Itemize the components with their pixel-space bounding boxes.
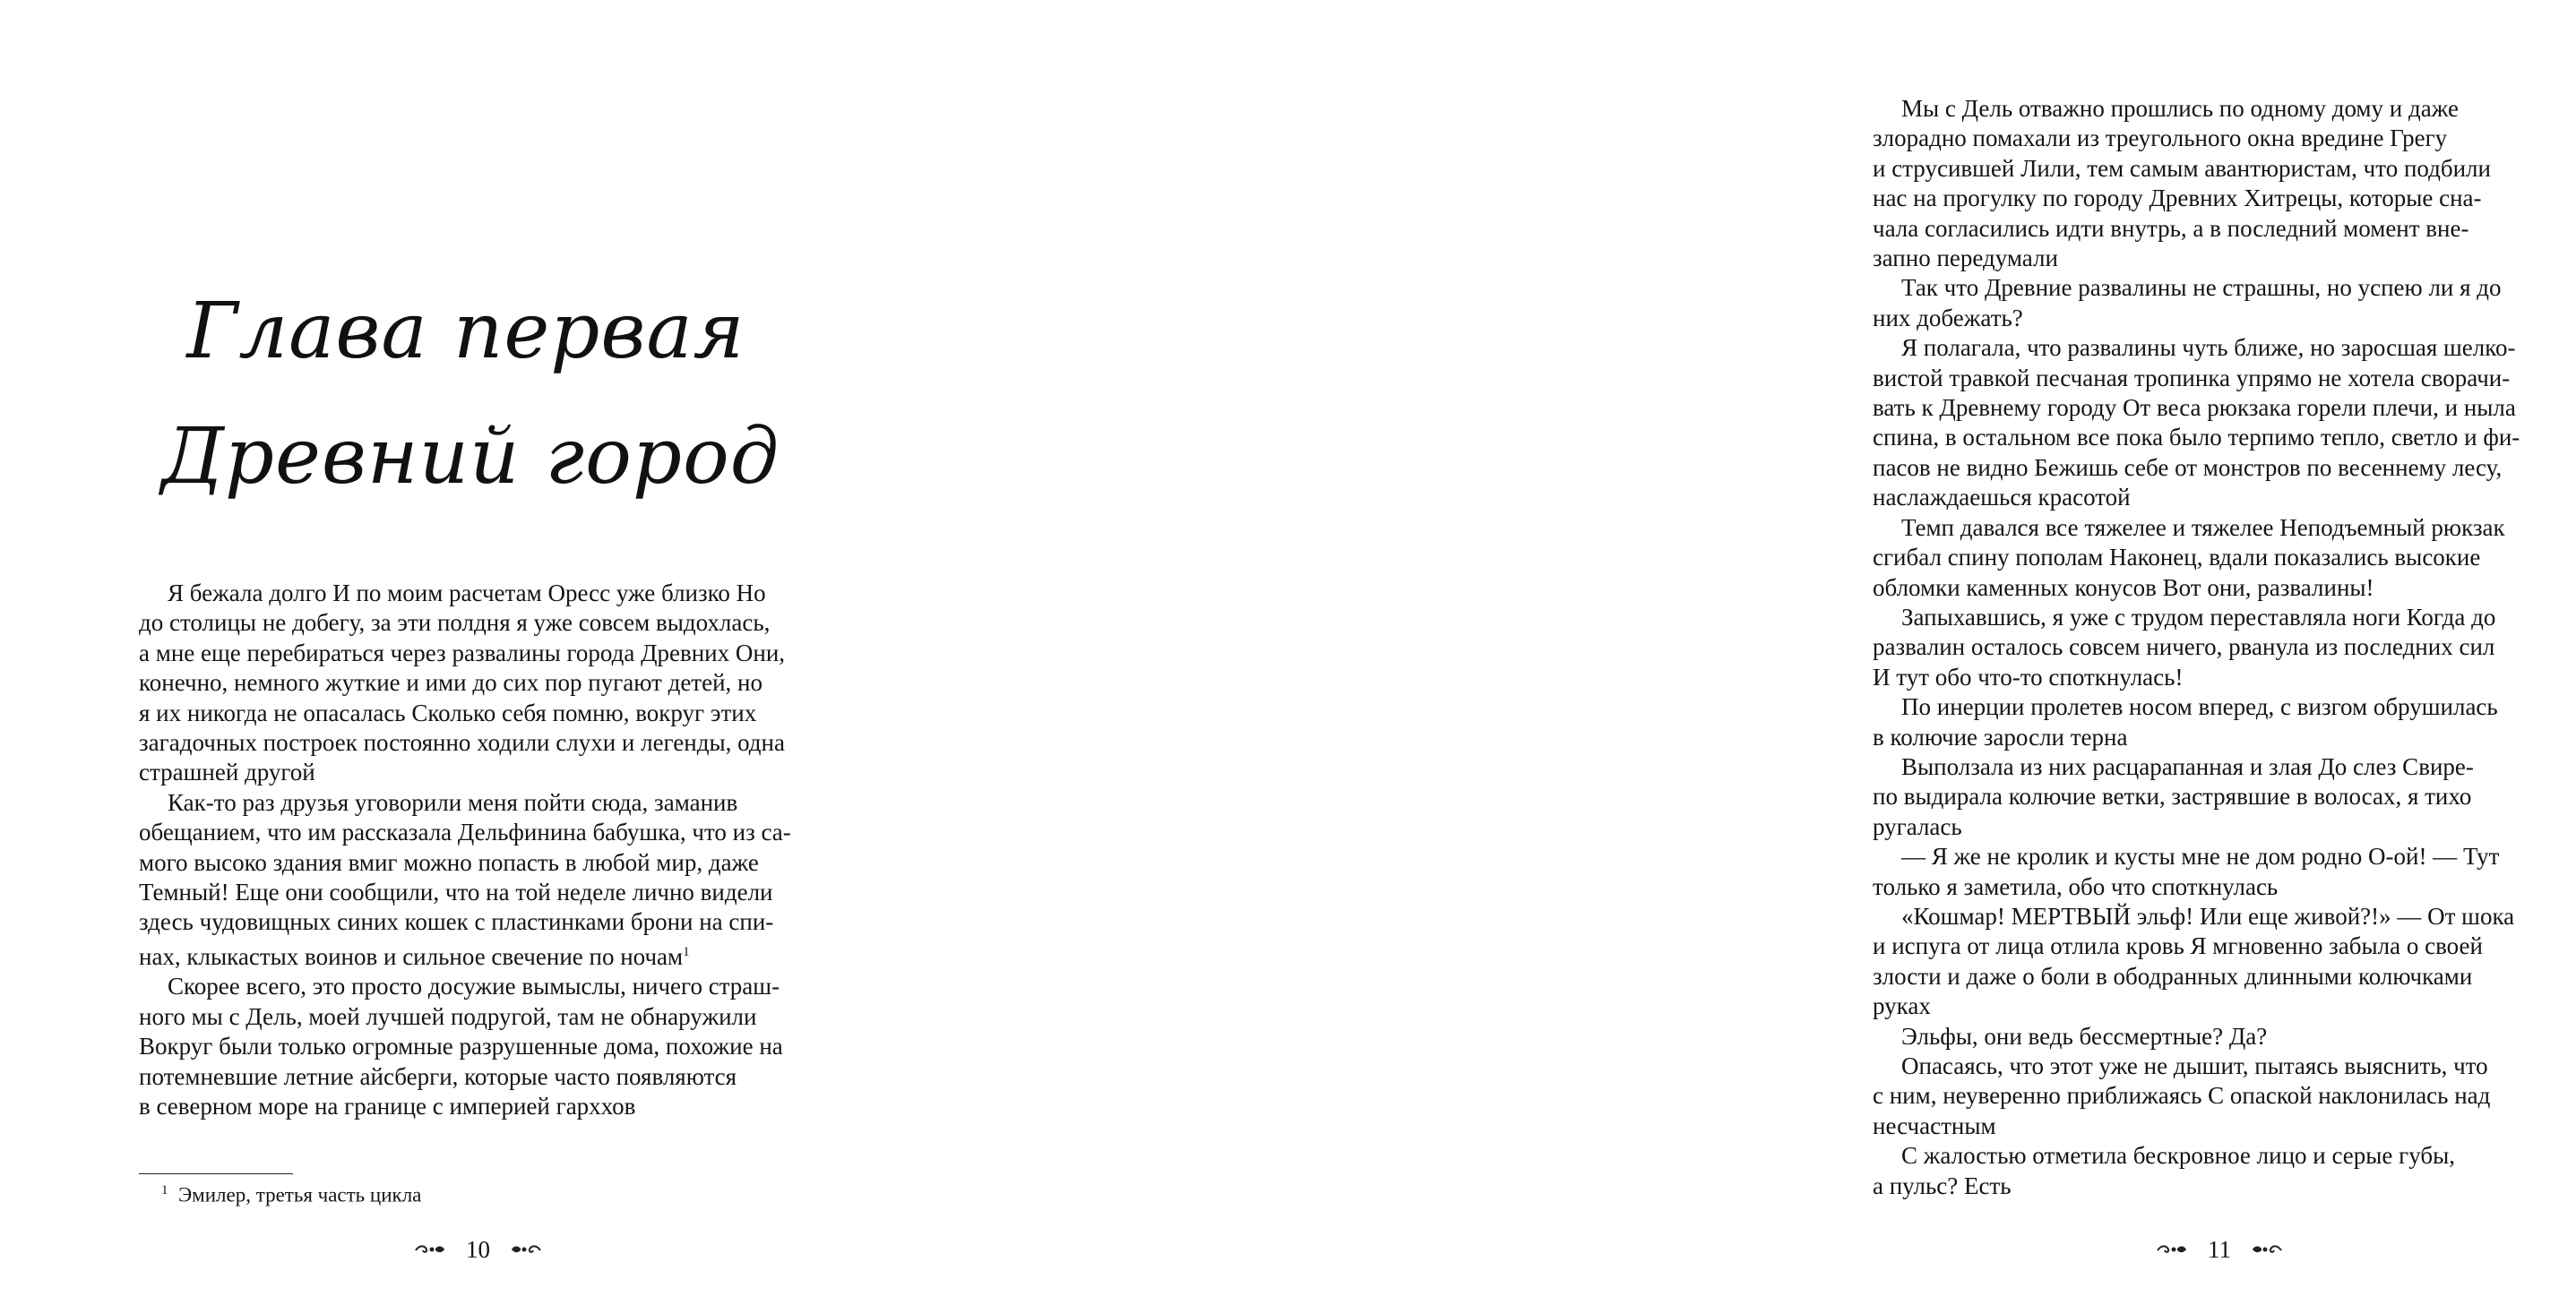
paragraph [1873,1052,2576,1141]
text-line: Опасаясь, что этот уже не дышит, пытаясь выяснить, что [1901,1052,2488,1079]
text-line: мого высоко здания вмиг можно попасть в любой мир, даже [139,848,759,876]
text-line: Скорее всего, это просто досужие вымыслы, ничего страш- [168,973,780,1000]
left-page-body [139,579,838,1121]
text-line: и испуга от лица отлила кровь Я мгновенно забыла о своей [1873,932,2483,960]
text-line: нас на прогулку по городу Древних Хитрецы, которые сна- [1873,185,2482,212]
text-line: «Кошмар! МЕРТВЫЙ эльф! Или еще живой?!» — От шока [1901,902,2515,930]
text-line: И тут обо что-то споткнулась! [1873,663,2184,691]
text-line: и струсившей Лили, тем самым авантюристам, что подбили [1873,154,2491,182]
text-line: злорадно помахали из треугольного окна вредине Грегу [1873,124,2448,152]
text-line: чала согласились идти внутрь, а в последний момент вне- [1873,214,2469,242]
text-line: я их никогда не опасалась Сколько себя помню, вокруг этих [139,699,757,726]
text-line: Я полагала, что развалины чуть ближе, но заросшая шелко- [1901,334,2516,362]
text-line: Выползала из них расцарапанная и злая До слез Свире- [1901,752,2474,780]
chapter-title-line-2: Древний город [161,412,780,502]
chapter-title [161,269,780,519]
text-line: С жалостью отметила бескровное лицо и серые губы, [1901,1142,2456,1170]
fleuron-left-icon [2156,1242,2188,1257]
text-line: в колючие заросли терна [1873,723,2128,751]
text-line: в северном море на границе с империей гарххов [139,1092,636,1120]
text-line: По инерции пролетев носом вперед, с визгом обрушилась [1901,693,2498,721]
paragraph [1873,333,2576,512]
text-line: пасов не видно Бежишь себе от монстров по весеннему лесу, [1873,453,2503,481]
text-line: Запыхавшись, я уже с трудом переставляла ноги Когда до [1901,603,2496,631]
text-line: руках [1873,992,1931,1020]
footnote-reference: 1 [683,944,690,959]
paragraph [139,788,838,972]
text-line: Темный! Еще они сообщили, что на той неделе лично видели [139,879,773,906]
paragraph [1873,902,2576,1022]
text-line: Вокруг были только огромные разрушенные дома, похожие на [139,1033,783,1060]
text-line: спина, в остальном все пока было терпимо тепло, светло и фи- [1873,424,2520,451]
right-page [896,0,2520,1305]
text-line: ругалась [1873,812,1962,840]
text-line: злости и даже о боли в ободранных длинными колючками [1873,962,2473,990]
text-line: обещанием, что им рассказала Дельфинина бабушка, что из са- [139,819,791,846]
paragraph [139,579,838,788]
text-line: наслаждаешься красотой [1873,484,2131,511]
text-line: по выдирала колючие ветки, застрявшие в волосах, я тихо [1873,783,2472,811]
text-line: Темп давался все тяжелее и тяжелее Неподъемный рюкзак [1901,513,2505,541]
footnote-text: Эмилер, третья часть цикла [178,1183,422,1206]
text-line: а пульс? Есть [1873,1172,2012,1199]
fleuron-left-icon [414,1242,446,1257]
text-line: развалин осталось совсем ничего, рванула из последних сил [1873,633,2495,661]
footnote-divider [139,1173,293,1174]
text-line: с ним, неуверенно приближаясь С опаской наклонилась над [1873,1082,2491,1110]
text-line: Так что Древние развалины не страшны, но успею ли я до [1901,274,2502,302]
text-line: них добежать? [1873,304,2023,331]
left-page [0,0,896,1305]
text-line: загадочных построек постоянно ходили слухи и легенды, одна [139,729,785,757]
paragraph [1873,513,2576,603]
paragraph [1873,94,2576,273]
text-line: здесь чудовищных синих кошек с пластинками брони на спи- [139,908,774,936]
page-number-right [2156,1234,2283,1265]
text-line: несчастным [1873,1112,1996,1139]
paragraph [1873,1141,2576,1201]
page-number-left [414,1234,542,1265]
right-page-body [1873,94,2576,1201]
paragraph [1873,1022,2576,1052]
text-line: обломки каменных конусов Вот они, развалины! [1873,573,2374,601]
text-line: а мне еще перебираться через развалины города Древних Они, [139,639,786,666]
paragraph [1873,752,2576,842]
text-line: Эльфы, они ведь бессмертные? Да? [1901,1022,2268,1050]
paragraph [1873,273,2576,333]
text-line: Я бежала долго И по моим расчетам Оресс уже близко Но [168,580,766,606]
text-line: ного мы с Дель, моей лучшей подругой, там не обнаружили [139,1002,757,1030]
text-line: вать к Древнему городу От веса рюкзака горели плечи, и ныла [1873,394,2516,422]
footnote [161,1177,421,1209]
page-number-left-text: 10 [466,1235,490,1263]
text-line: потемневшие летние айсберги, которые часто появляются [139,1062,737,1090]
paragraph [1873,603,2576,692]
fleuron-right-icon [510,1242,542,1257]
text-line: сгибал спину пополам Наконец, вдали показались высокие [1873,544,2481,571]
text-line: Как-то раз друзья уговорили меня пойти сюда, заманив [168,788,738,816]
fleuron-right-icon [2251,1242,2283,1257]
paragraph [1873,692,2576,752]
footnote-marker: 1 [161,1183,168,1198]
page-number-right-text: 11 [2208,1235,2231,1263]
text-line: конечно, немного жуткие и ими до сих пор пугают детей, но [139,669,762,697]
text-line: только я заметила, обо что споткнулась [1873,872,2279,900]
chapter-title-line-1: Глава первая [186,287,745,376]
text-line: запно передумали [1873,245,2058,272]
paragraph [1873,842,2576,902]
text-line: Мы с Дель отважно прошлись по одному дому и даже [1901,95,2459,122]
paragraph [139,972,838,1121]
text-line: вистой травкой песчаная тропинка упрямо не хотела сворачи- [1873,364,2511,391]
text-line: страшней другой [139,759,315,786]
text-line: нах, клыкастых воинов и сильное свечение по ночам [139,942,684,970]
text-line: до столицы не добегу, за эти полдня я уже совсем выдохлась, [139,609,771,637]
text-line: — Я же не кролик и кусты мне не дом родно О-ой! — Тут [1901,843,2500,871]
